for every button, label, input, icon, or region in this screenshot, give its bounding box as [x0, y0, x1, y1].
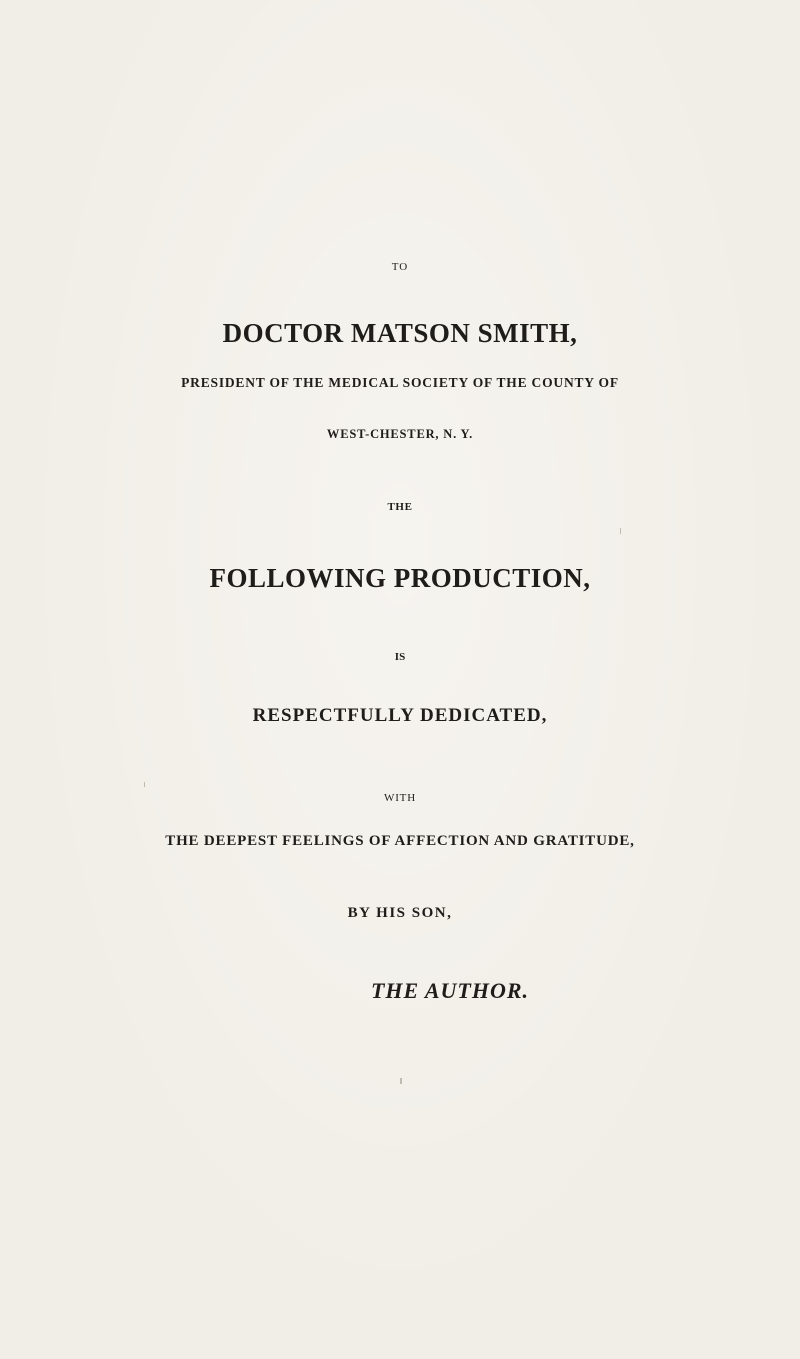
dedicatee-place: WEST-CHESTER, N. Y.: [326, 427, 474, 441]
dedication-the: THE: [387, 501, 413, 513]
paper-speck: [400, 1078, 402, 1084]
dedication-production: FOLLOWING PRODUCTION,: [209, 563, 591, 593]
dedication-feelings: THE DEEPEST FEELINGS OF AFFECTION AND GRATITUDE,: [165, 833, 635, 849]
dedication-author: THE AUTHOR.: [370, 978, 530, 1003]
dedication-dedicated: RESPECTFULLY DEDICATED,: [252, 705, 548, 726]
dedicatee-name: DOCTOR MATSON SMITH,: [222, 318, 578, 348]
dedication-by-his-son: BY HIS SON,: [347, 905, 453, 921]
dedication-to: TO: [391, 261, 409, 273]
paper-speck: [144, 782, 145, 787]
dedication-is: IS: [394, 651, 406, 663]
dedication-with: WITH: [384, 792, 416, 804]
dedicatee-title: PRESIDENT OF THE MEDICAL SOCIETY OF THE COUNTY OF: [181, 375, 619, 390]
paper-speck: [620, 528, 621, 534]
